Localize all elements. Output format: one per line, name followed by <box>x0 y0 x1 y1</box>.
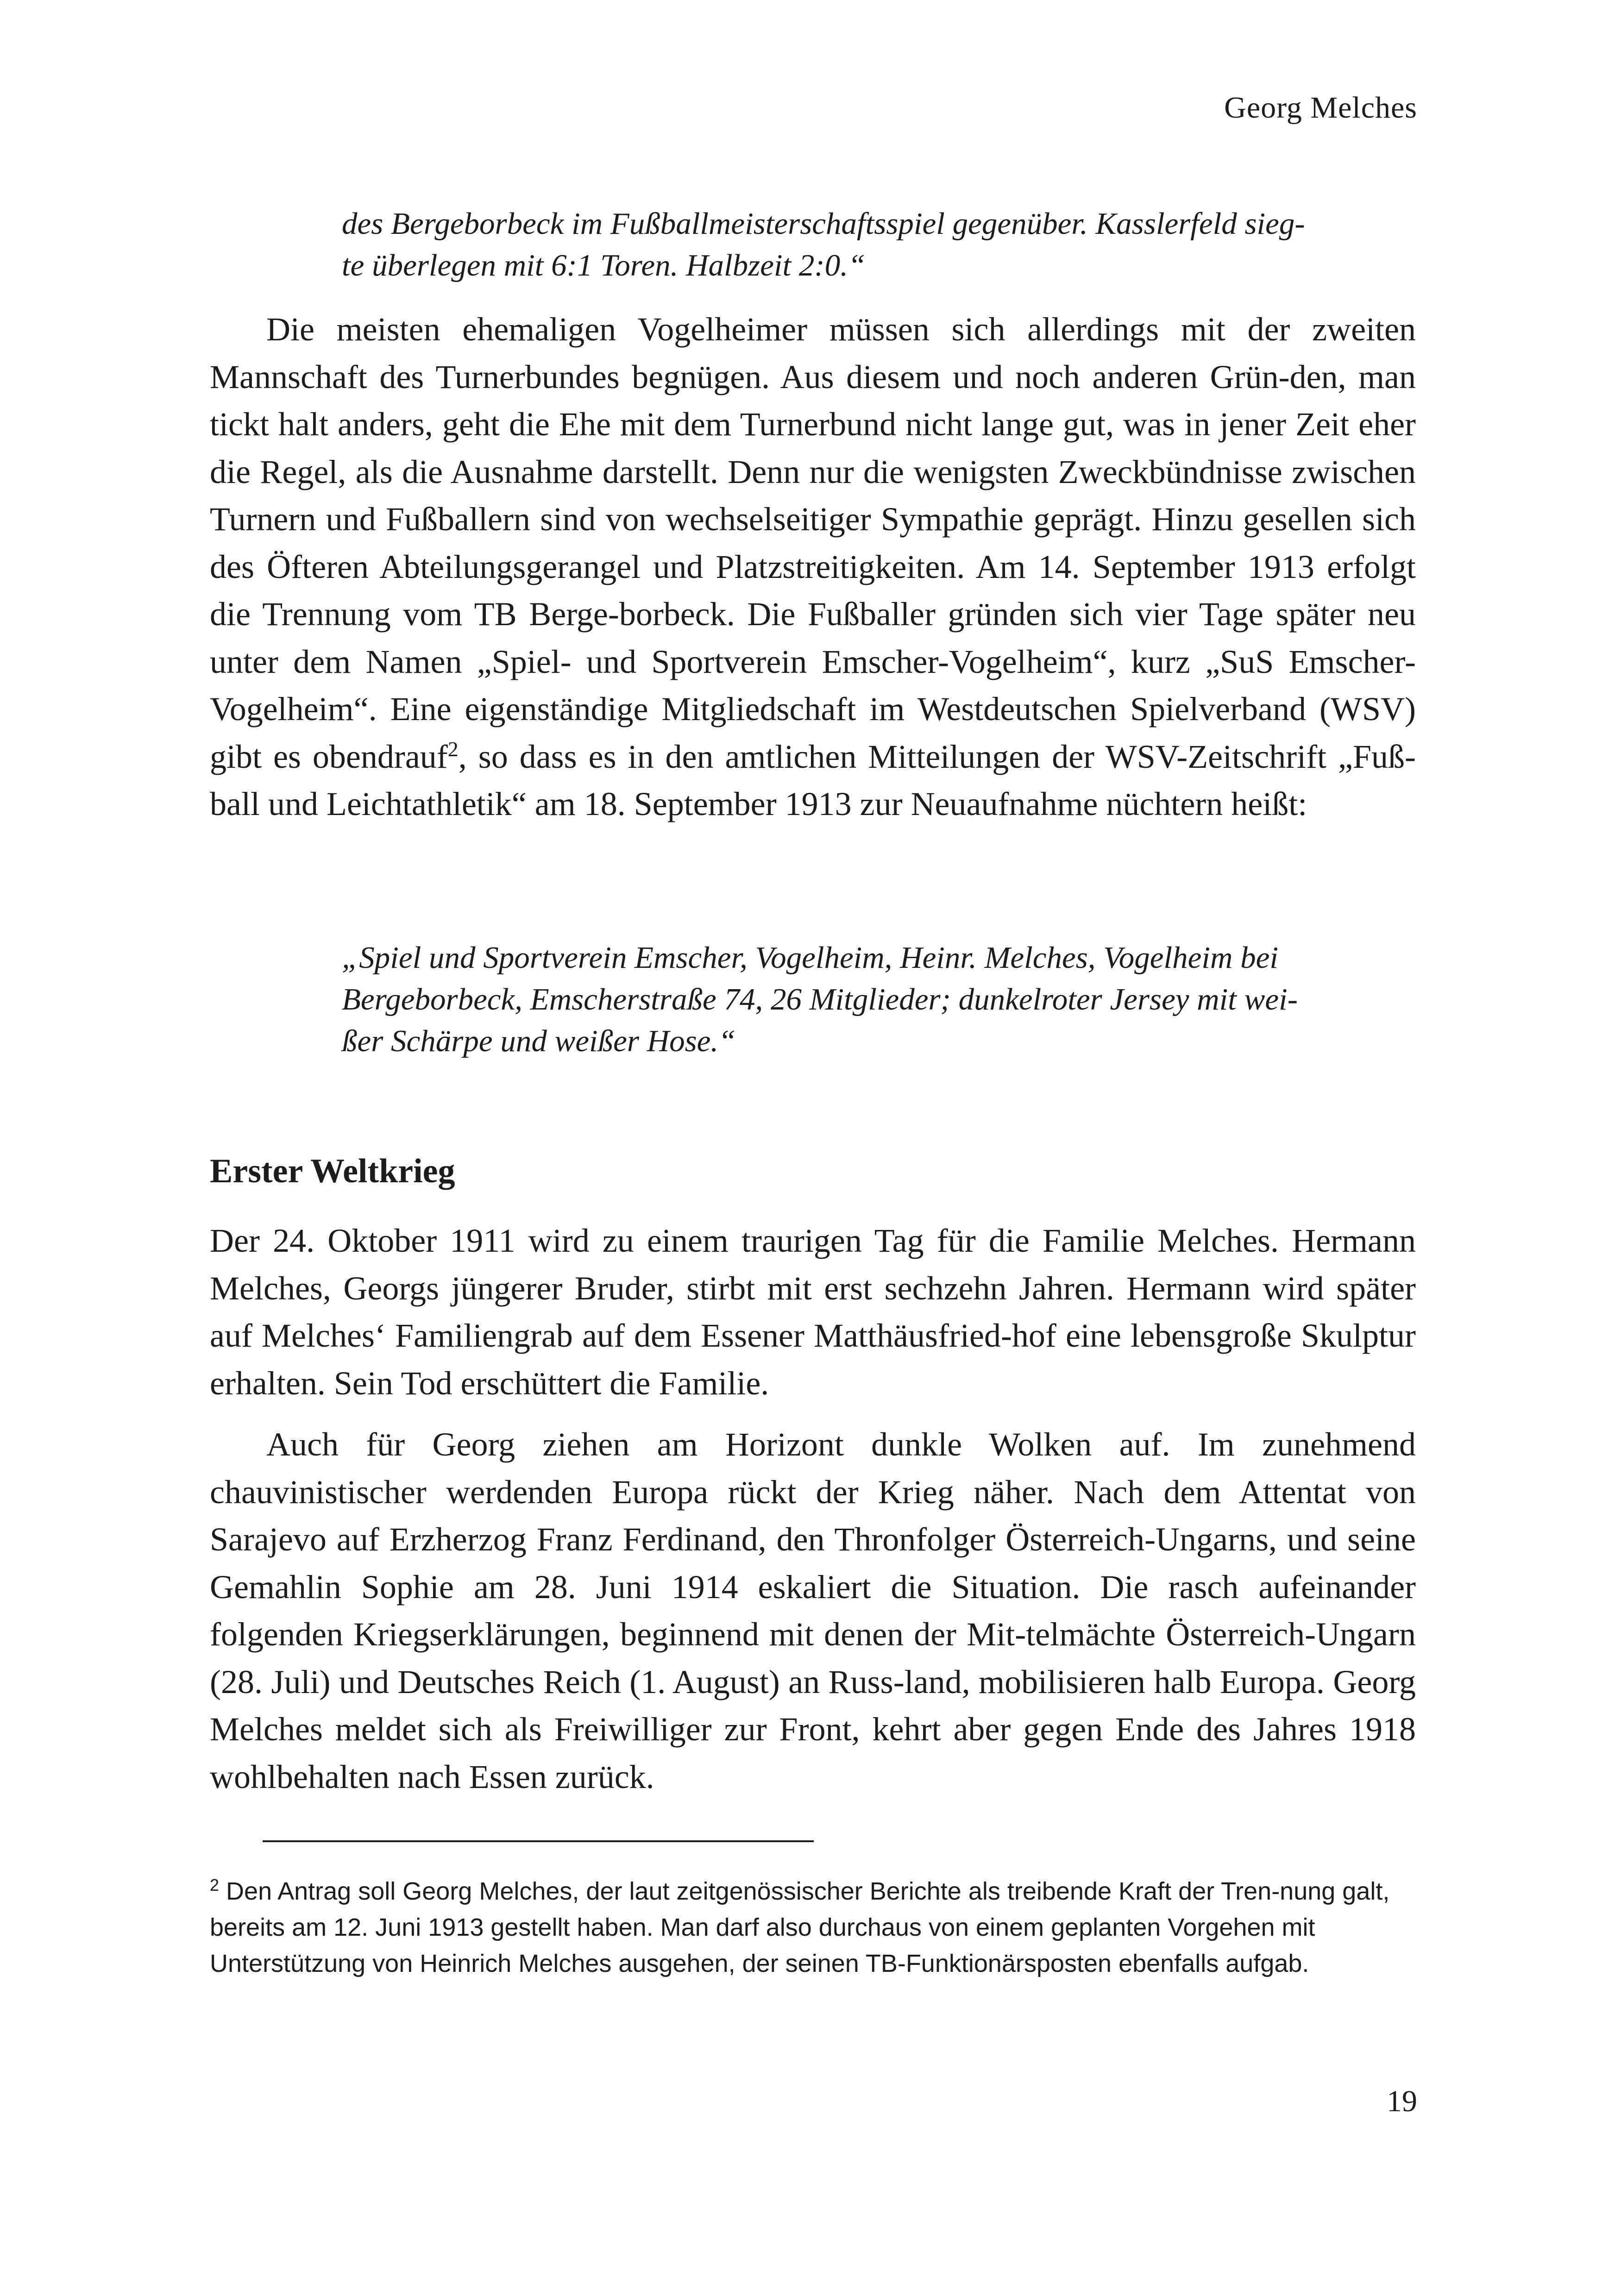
quote-line: te überlegen mit 6:1 Toren. Halbzeit 2:0.“ <box>342 248 866 282</box>
quote-line: des Bergeborbeck im Fußballmeisterschaftsspiel gegenüber. Kasslerfeld sieg- <box>342 207 1305 241</box>
footnote-reference[interactable]: 2 <box>447 737 459 761</box>
quote-line: Bergeborbeck, Emscherstraße 74, 26 Mitglieder; dunkelroter Jersey mit wei- <box>342 982 1298 1016</box>
footnote-marker: 2 <box>210 1876 220 1895</box>
paragraph-text: Auch für Georg ziehen am Horizont dunkle Wolken auf. Im zunehmend chauvinistischer werdenden Europa rückt der Krieg näher. Nach dem Attentat von Sarajevo auf Erzherzog Franz Ferdinand, den Thronfolger Österreich-Ungarns, und seine Gemahlin Sophie am 28. Juni 1914 eskaliert die Situation. Die rasch aufeinander folgenden Kriegserklärungen, beginnend mit denen der Mit-telmächte Österreich-Ungarn (28. Juli) und Deutsches Reich (1. August) an Russ-land, mobilisieren halb Europa. Georg Melches meldet sich als Freiwilliger zur Front, kehrt aber gegen Ende des Jahres 1918 wohlbehalten nach Essen zurück. <box>210 1426 1416 1795</box>
quote-line: ßer Schärpe und weißer Hose.“ <box>342 1024 736 1058</box>
paragraph-world-war <box>210 1421 1416 1800</box>
block-quote-match-report <box>342 203 1414 286</box>
paragraph-text: Die meisten ehemaligen Vogelheimer müssen sich allerdings mit der zweiten Mannschaft des Turnerbundes begnügen. Aus diesem und noch anderen Grün-den, man tickt halt anders, geht die Ehe mit dem Turnerbund nicht lange gut, was in jener Zeit eher die Regel, als die Ausnahme darstellt. Denn nur die wenigsten Zweckbündnisse zwischen Turnern und Fußballern sind von wechselseitiger Sympathie geprägt. Hinzu gesellen sich des Öfteren Abteilungsgerangel und Platzstreitigkeiten. Am 14. September 1913 erfolgt die Trennung vom TB Berge-borbeck. Die Fußballer gründen sich vier Tage später neu unter dem Namen „Spiel- und Sportverein Emscher-Vogelheim“, kurz „SuS Emscher-Vogelheim“. Eine eigenständige Mitgliedschaft im Westdeutschen Spielverband (WSV) gibt es obendrauf <box>210 311 1416 775</box>
paragraph-brother-death <box>210 1217 1416 1407</box>
footnote-text: Den Antrag soll Georg Melches, der laut zeitgenössischer Berichte als treibende Kraft der Tren-nung galt, bereits am 12. Juni 1913 gestellt haben. Man darf also durchaus von einem geplanten Vorgehen mit Unterstützung von Heinrich Melches ausgehen, der seinen TB-Funktionärsposten ebenfalls aufgab. <box>210 1877 1390 1977</box>
paragraph-text: , so dass es in den amtlichen Mitteilungen der WSV-Zeitschrift „Fuß-ball und Leichtathletik“ am 18. September 1913 zur Neuaufnahme nüchtern heißt: <box>210 738 1416 822</box>
paragraph-text: Der 24. Oktober 1911 wird zu einem traurigen Tag für die Familie Melches. Hermann Melches, Georgs jüngerer Bruder, stirbt mit erst sechzehn Jahren. Hermann wird später auf Melches‘ Familiengrab auf dem Essener Matthäusfried-hof eine lebensgroße Skulptur erhalten. Sein Tod erschüttert die Familie. <box>210 1222 1416 1402</box>
running-header: Georg Melches <box>1224 91 1417 125</box>
block-quote-registration <box>342 937 1414 1062</box>
quote-line: „Spiel und Sportverein Emscher, Vogelheim, Heinr. Melches, Vogelheim bei <box>342 941 1278 975</box>
footnote-separator <box>263 1840 814 1842</box>
page-number: 19 <box>1387 2084 1417 2118</box>
paragraph-club-separation <box>210 306 1416 828</box>
footnote <box>210 1873 1416 1982</box>
section-heading: Erster Weltkrieg <box>210 1152 455 1190</box>
